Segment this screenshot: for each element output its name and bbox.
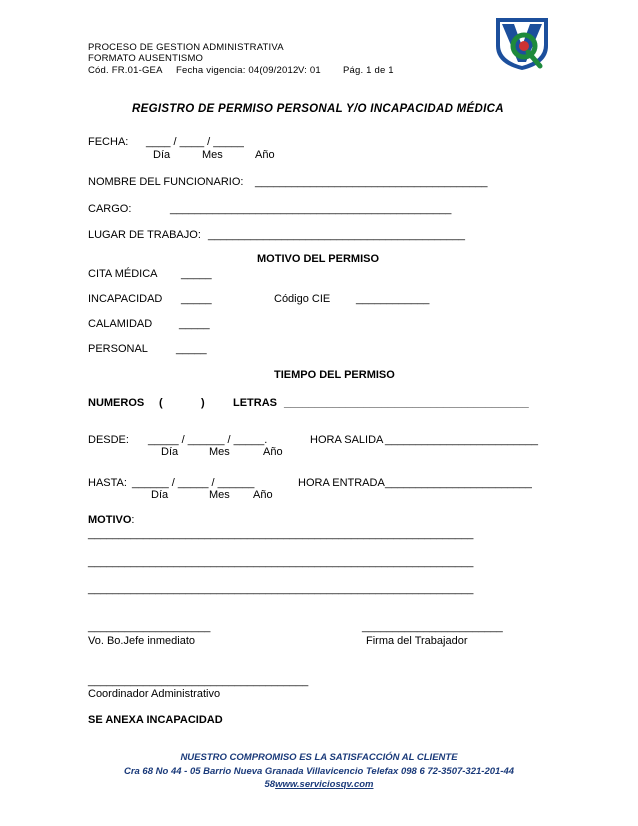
hasta-sub-dia: Día — [151, 489, 169, 501]
desde-sub-mes: Mes — [209, 446, 230, 458]
form-page: Pág. 1 de 1 — [343, 65, 394, 76]
codigo-cie-field[interactable]: ____________ — [356, 293, 430, 305]
codigo-cie-label: Código CIE — [274, 293, 331, 305]
cargo-label: CARGO: — [88, 203, 132, 215]
personal-field[interactable]: _____ — [176, 343, 207, 355]
letras-label: LETRAS — [233, 397, 277, 409]
jefe-signature-line[interactable]: ____________________ — [88, 621, 211, 633]
hasta-date-field[interactable]: ______ / _____ / ______ — [132, 477, 255, 489]
lugar-label: LUGAR DE TRABAJO: — [88, 229, 201, 241]
numeros-label: NUMEROS — [88, 397, 145, 409]
form-version: V: 01 — [298, 65, 321, 76]
form-validity: Fecha vigencia: 04(09/2012 — [176, 65, 299, 76]
hasta-sub-mes: Mes — [209, 489, 230, 501]
cita-label: CITA MÉDICA — [88, 268, 158, 280]
form-name: FORMATO AUSENTISMO — [88, 53, 204, 64]
tiempo-permiso-heading: TIEMPO DEL PERMISO — [274, 369, 395, 381]
desde-label: DESDE: — [88, 434, 129, 446]
jefe-signature-label: Vo. Bo.Jefe inmediato — [88, 635, 196, 647]
hasta-sub-anio: Año — [253, 489, 273, 501]
vq-shield-logo-icon — [494, 16, 550, 72]
funcionario-label: NOMBRE DEL FUNCIONARIO: — [88, 176, 244, 188]
form-title: REGISTRO DE PERMISO PERSONAL Y/O INCAPACIDAD MÉDICA — [132, 103, 504, 115]
incapacidad-label: INCAPACIDAD — [88, 293, 163, 305]
anexa-incapacidad: SE ANEXA INCAPACIDAD — [88, 714, 223, 726]
desde-sub-anio: Año — [263, 446, 283, 458]
trabajador-signature-label: Firma del Trabajador — [366, 635, 468, 647]
process-name: PROCESO DE GESTION ADMINISTRATIVA — [88, 42, 284, 53]
numeros-close-paren: ) — [201, 397, 205, 409]
motivo-line-3[interactable]: _______________________________________________________________ — [88, 583, 474, 595]
lugar-field[interactable]: __________________________________________ — [208, 229, 465, 241]
footer-slogan: NUESTRO COMPROMISO ES LA SATISFACCIÓN AL CLIENTE — [180, 752, 458, 763]
letras-field[interactable]: ________________________________________ — [284, 397, 529, 409]
motivo-permiso-heading: MOTIVO DEL PERMISO — [257, 253, 380, 265]
trabajador-signature-line[interactable]: _______________________ — [362, 621, 503, 633]
footer-address: Cra 68 No 44 - 05 Barrio Nueva Granada Villavicencio Telefax 098 6 72-3507-321-201-44 — [123, 766, 515, 777]
incapacidad-field[interactable]: _____ — [181, 293, 212, 305]
footer-web — [0, 779, 638, 790]
calamidad-label: CALAMIDAD — [88, 318, 153, 330]
hora-salida-field[interactable]: _________________________ — [385, 434, 538, 446]
hasta-label: HASTA: — [88, 477, 127, 489]
motivo-label-text: MOTIVO — [88, 514, 132, 526]
funcionario-field[interactable]: ______________________________________ — [255, 176, 488, 188]
cargo-field[interactable]: ______________________________________________ — [170, 203, 452, 215]
cita-field[interactable]: _____ — [181, 268, 212, 280]
fecha-sub-anio: Año — [255, 149, 275, 161]
form-code: Cód. FR.01-GEA — [88, 65, 163, 76]
fecha-sub-mes: Mes — [202, 149, 223, 161]
personal-label: PERSONAL — [88, 343, 148, 355]
fecha-field[interactable]: ____ / ____ / _____ — [146, 136, 244, 148]
numeros-open-paren: ( — [159, 397, 163, 409]
motivo-line-2[interactable]: _______________________________________________________________ — [88, 556, 474, 568]
hora-entrada-label: HORA ENTRADA — [298, 477, 385, 489]
coordinador-signature-line[interactable]: ____________________________________ — [88, 675, 309, 687]
hora-entrada-field[interactable]: ________________________ — [385, 477, 532, 489]
motivo-label-colon: : — [131, 514, 135, 526]
desde-date-field[interactable]: _____ / ______ / _____. — [148, 434, 268, 446]
website-link[interactable]: www.serviciosqv.com — [275, 779, 374, 790]
calamidad-field[interactable]: _____ — [179, 318, 210, 330]
hora-salida-label: HORA SALIDA — [310, 434, 384, 446]
fecha-sub-dia: Día — [153, 149, 171, 161]
fecha-label: FECHA: — [88, 136, 129, 148]
footer-web-prefix: 58 — [264, 779, 276, 790]
desde-sub-dia: Día — [161, 446, 179, 458]
motivo-label — [88, 514, 134, 526]
motivo-line-1[interactable]: _______________________________________________________________ — [88, 528, 474, 540]
coordinador-signature-label: Coordinador Administrativo — [88, 688, 221, 700]
